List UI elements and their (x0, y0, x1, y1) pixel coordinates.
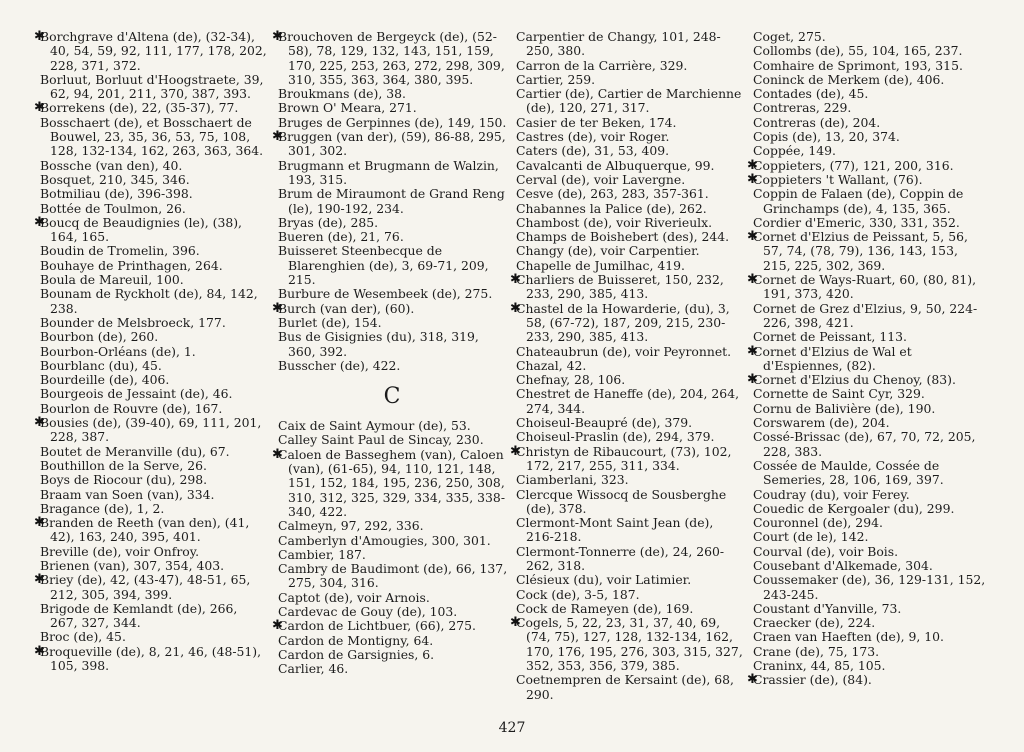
index-entry: Cavalcanti de Albuquerque, 99. (516, 157, 715, 173)
index-entry: Carron de la Carrière, 329. (516, 57, 688, 73)
index-entry: Burbure de Wesembeek (de), 275. (278, 286, 493, 302)
index-entry: Cock de Rameyen (de), 169. (516, 600, 694, 616)
index-entry: Chestret de Haneffe (de), 204, 264, 274, 344. (516, 386, 740, 416)
index-entry: Bourbon (de), 260. (40, 329, 159, 345)
index-entry: Calley Saint Paul de Sincay, 230. (278, 432, 484, 448)
index-column-2 (274, 30, 510, 676)
index-entry: Bragance (de), 1, 2. (40, 500, 165, 516)
index-entry: Cambier, 187. (278, 546, 366, 562)
index-entry-starred: ✱ Coppieters 't Wallant, (76). (749, 173, 989, 187)
index-entry: Bounam de Ryckholt (de), 84, 142, 238. (40, 286, 258, 316)
index-entry: Cousebant d'Alkemade, 304. (753, 557, 933, 573)
index-entry: Bouhaye de Printhagen, 264. (40, 257, 223, 273)
index-entry: Breville (de), voir Onfroy. (40, 543, 200, 559)
index-entry-starred: ✱ Bousies (de), (39-40), 69, 111, 201, 228, 387. (36, 416, 268, 445)
index-entry: Court (de le), 142. (753, 529, 869, 545)
index-entry: Craninx, 44, 85, 105. (753, 658, 886, 674)
index-entry: Caters (de), 31, 53, 409. (516, 143, 670, 159)
index-entry: Clercque Wissocq de Sousberghe (de), 378. (516, 486, 727, 516)
index-entry: Contreras, 229. (753, 100, 852, 116)
index-entry: Choiseul-Praslin (de), 294, 379. (516, 429, 715, 445)
index-entry: Bosquet, 210, 345, 346. (40, 171, 190, 187)
index-entry: Cornu de Balivière (de), 190. (753, 400, 936, 416)
index-entry: Cossée de Maulde, Cossée de Semeries, 28, 106, 169, 397. (753, 457, 944, 488)
index-entry: Coppin de Falaen (de), Coppin de Grinchamps (de), 4, 135, 365. (753, 186, 964, 216)
index-entry: Clésieux (du), voir Latimier. (516, 572, 692, 588)
index-entry: Craecker (de), 224. (753, 615, 876, 631)
index-entry: Comhaire de Sprimont, 193, 315. (753, 57, 963, 73)
index-entry: Botmiliau (de), 396-398. (40, 186, 193, 202)
index-entry-starred: ✱ Cornet de Ways-Ruart, 60, (80, 81), 191, 373, 420. (749, 273, 989, 302)
index-entry: Cardon de Garsignies, 6. (278, 646, 435, 662)
index-entry: Changy (de), voir Carpentier. (516, 243, 700, 259)
index-entry: Carpentier de Changy, 101, 248-250, 380. (516, 29, 721, 59)
index-entry: Burlet (de), 154. (278, 314, 382, 330)
index-entry-starred: ✱ Branden de Reeth (van den), (41, 42), 163, 240, 395, 401. (36, 516, 268, 545)
index-entry: Cambry de Baudimont (de), 66, 137, 275, 304, 316. (278, 561, 508, 591)
index-entry-starred: ✱ Burch (van der), (60). (274, 302, 510, 316)
index-entry: Coppée, 149. (753, 143, 836, 159)
index-entry: Clermont-Tonnerre (de), 24, 260-262, 318. (516, 543, 725, 573)
index-entry: Chateaubrun (de), voir Peyronnet. (516, 343, 732, 359)
index-entry-starred: ✱ Cornet d'Elzius de Peissant, 5, 56, 57, 74, (78, 79), 136, 143, 153, 215, 225, 302, 369. (749, 230, 989, 273)
index-column-3 (512, 30, 744, 702)
index-entry: Chabannes la Palice (de), 262. (516, 200, 707, 216)
index-entry: Bourbon-Orléans (de), 1. (40, 343, 196, 359)
index-entry: Carlier, 46. (278, 661, 349, 677)
index-entry: Cartier, 259. (516, 71, 596, 87)
index-entry: Choiseul-Beaupré (de), 379. (516, 415, 693, 431)
index-entry: Brienen (van), 307, 354, 403. (40, 557, 225, 573)
index-entry-starred: ✱ Christyn de Ribaucourt, (73), 102, 172, 217, 255, 311, 334. (512, 445, 744, 474)
index-entry-starred: ✱ Cogels, 5, 22, 23, 31, 37, 40, 69, (74, 75), 127, 128, 132-134, 162, 170, 176, 195, 276, 303, 315, 327, 352, 353, 356, 379, 385. (512, 616, 744, 673)
index-entry-starred: ✱ Bruggen (van der), (59), 86-88, 295, 301, 302. (274, 130, 510, 159)
index-entry: Coussemaker (de), 36, 129-131, 152, 243-245. (753, 572, 986, 602)
index-entry: Casier de ter Beken, 174. (516, 114, 677, 130)
index-entry: Collombs (de), 55, 104, 165, 237. (753, 43, 963, 59)
index-entry: Chambost (de), voir Riverieulx. (516, 214, 713, 230)
index-entry: Couronnel (de), 294. (753, 515, 883, 531)
index-entry: Cornet de Peissant, 113. (753, 329, 907, 345)
index-entry: Broukmans (de), 38. (278, 86, 406, 102)
index-entry: Camberlyn d'Amougies, 300, 301. (278, 532, 491, 548)
index-entry: Bouthillon de la Serve, 26. (40, 457, 207, 473)
index-entry: Brigode de Kemlandt (de), 266, 267, 327, 344. (40, 600, 238, 631)
section-letter-heading: C (383, 384, 401, 410)
index-entry: Couedic de Kergoaler (du), 299. (753, 500, 955, 516)
index-entry: Coget, 275. (753, 29, 826, 44)
index-entry: Cossé-Brissac (de), 67, 70, 72, 205, 228, 383. (753, 429, 976, 459)
index-entry: Champs de Boishebert (des), 244. (516, 229, 730, 245)
index-entry: Contreras (de), 204. (753, 114, 881, 130)
index-entry: Bus de Gisignies (du), 318, 319, 360, 392. (278, 329, 479, 359)
index-entry: Copis (de), 13, 20, 374. (753, 129, 900, 145)
index-column-4 (749, 30, 989, 688)
index-entry: Bruges de Gerpinnes (de), 149, 150. (278, 114, 507, 130)
index-entry: Captot (de), voir Arnois. (278, 589, 430, 605)
index-entry: Bueren (de), 21, 76. (278, 229, 404, 245)
index-entry: Ciamberlani, 323. (516, 472, 629, 488)
index-entry: Crane (de), 75, 173. (753, 643, 880, 659)
index-entry-starred: ✱ Borrekens (de), 22, (35-37), 77. (36, 101, 268, 115)
index-entry: Boudin de Tromelin, 396. (40, 243, 200, 259)
index-entry-starred: ✱ Charliers de Buisseret, 150, 232, 233, 290, 385, 413. (512, 273, 744, 302)
index-entry-starred: ✱ Cornet d'Elzius du Chenoy, (83). (749, 373, 989, 387)
index-entry: Boys de Riocour (du), 298. (40, 472, 208, 488)
index-entry-starred: ✱ Briey (de), 42, (43-47), 48-51, 65, 212, 305, 394, 399. (36, 573, 268, 602)
index-entry: Busscher (de), 422. (278, 357, 401, 373)
index-entry: Bourblanc (du), 45. (40, 357, 162, 373)
index-entry-starred: ✱ Cornet d'Elzius de Wal et d'Espiennes, (82). (749, 345, 989, 374)
index-entry: Chefnay, 28, 106. (516, 372, 626, 388)
index-entry-starred: ✱ Borchgrave d'Altena (de), (32-34), 40, 54, 59, 92, 111, 177, 178, 202, 228, 371, 372. (36, 30, 268, 73)
index-entry: Cesve (de), 263, 283, 357-361. (516, 186, 709, 202)
index-entry: Cartier (de), Cartier de Marchienne (de), 120, 271, 317. (516, 86, 742, 116)
index-entry: Cornet de Grez d'Elzius, 9, 50, 224-226, 398, 421. (753, 300, 978, 330)
index-entry-starred: ✱ Boucq de Beaudignies (le), (38), 164, 165. (36, 216, 268, 245)
index-entry: Craen van Haeften (de), 9, 10. (753, 629, 944, 645)
index-entry: Buisseret Steenbecque de Blarenghien (de), 3, 69-71, 209, 215. (278, 243, 489, 288)
index-entry-starred: ✱ Cardon de Lichtbuer, (66), 275. (274, 619, 510, 633)
index-entry-starred: ✱ Caloen de Basseghem (van), Caloen (van), (61-65), 94, 110, 121, 148, 151, 152, 184, 195, 236, 250, 308, 310, 312, 325, 329, 334, 335, 338-340, 422. (274, 448, 510, 519)
index-entry: Castres (de), voir Roger. (516, 129, 670, 145)
index-entry: Chapelle de Jumilhac, 419. (516, 257, 685, 273)
index-entry: Courval (de), voir Bois. (753, 543, 899, 559)
index-entry: Cardon de Montigny, 64. (278, 632, 434, 648)
index-entry: Bourdeille (de), 406. (40, 372, 170, 388)
index-entry: Cornette de Saint Cyr, 329. (753, 386, 925, 402)
index-entry: Cerval (de), voir Lavergne. (516, 171, 686, 187)
index-entry-starred: ✱ Brouchoven de Bergeyck (de), (52-58), 78, 129, 132, 143, 151, 159, 170, 225, 253, 263, 272, 298, 309, 310, 355, 363, 364, 380, 395. (274, 30, 510, 87)
index-entry: Bourlon de Rouvre (de), 167. (40, 400, 223, 416)
index-entry: Brum de Miraumont de Grand Reng (le), 190-192, 234. (278, 186, 505, 216)
index-entry: Clermont-Mont Saint Jean (de), 216-218. (516, 515, 714, 545)
index-entry: Bounder de Melsbroeck, 177. (40, 314, 226, 330)
index-entry: Calmeyn, 97, 292, 336. (278, 518, 424, 534)
index-entry: Cock (de), 3-5, 187. (516, 586, 640, 602)
index-entry: Corswarem (de), 204. (753, 415, 890, 431)
index-entry: Boutet de Meranville (du), 67. (40, 443, 230, 459)
index-entry: Brugmann et Brugmann de Walzin, 193, 315. (278, 157, 499, 187)
index-entry: Bourgeois de Jessaint (de), 46. (40, 386, 233, 402)
index-entry: Borluut, Borluut d'Hoogstraete, 39, 62, 94, 201, 211, 370, 387, 393. (40, 71, 264, 102)
index-entry: Bottée de Toulmon, 26. (40, 200, 186, 216)
index-entry: Coetnempren de Kersaint (de), 68, 290. (516, 672, 734, 702)
index-entry: Contades (de), 45. (753, 86, 869, 102)
index-entry: Coustant d'Yanville, 73. (753, 600, 902, 616)
index-entry: Coninck de Merkem (de), 406. (753, 71, 945, 87)
index-entry: Braam van Soen (van), 334. (40, 486, 215, 502)
index-entry-starred: ✱ Crassier (de), (84). (749, 673, 989, 687)
index-entry: Bryas (de), 285. (278, 214, 379, 230)
index-entry: Bossche (van den), 40. (40, 157, 183, 173)
page-number: 427 (498, 720, 526, 736)
index-entry: Coudray (du), voir Ferey. (753, 486, 910, 502)
index-entry: Broc (de), 45. (40, 629, 126, 645)
index-entry: Cardevac de Gouy (de), 103. (278, 603, 458, 619)
index-entry: Cordier d'Emeric, 330, 331, 352. (753, 214, 960, 230)
index-entry: Chazal, 42. (516, 357, 587, 373)
index-entry-starred: ✱ Broqueville (de), 8, 21, 46, (48-51), 105, 398. (36, 645, 268, 674)
index-entry: Caix de Saint Aymour (de), 53. (278, 418, 471, 434)
index-entry-starred: ✱ Chastel de la Howarderie, (du), 3, 58, (67-72), 187, 209, 215, 230-233, 290, 385, 413. (512, 302, 744, 345)
index-entry-starred: ✱ Coppieters, (77), 121, 200, 316. (749, 159, 989, 173)
index-entry: Brown O' Meara, 271. (278, 100, 417, 116)
index-entry: Bosschaert (de), et Bosschaert de Bouwel, 23, 35, 36, 53, 75, 108, 128, 132-134, 162, 263, 363, 364. (40, 114, 264, 159)
index-entry: Boula de Mareuil, 100. (40, 272, 184, 288)
index-column-1 (36, 30, 268, 673)
